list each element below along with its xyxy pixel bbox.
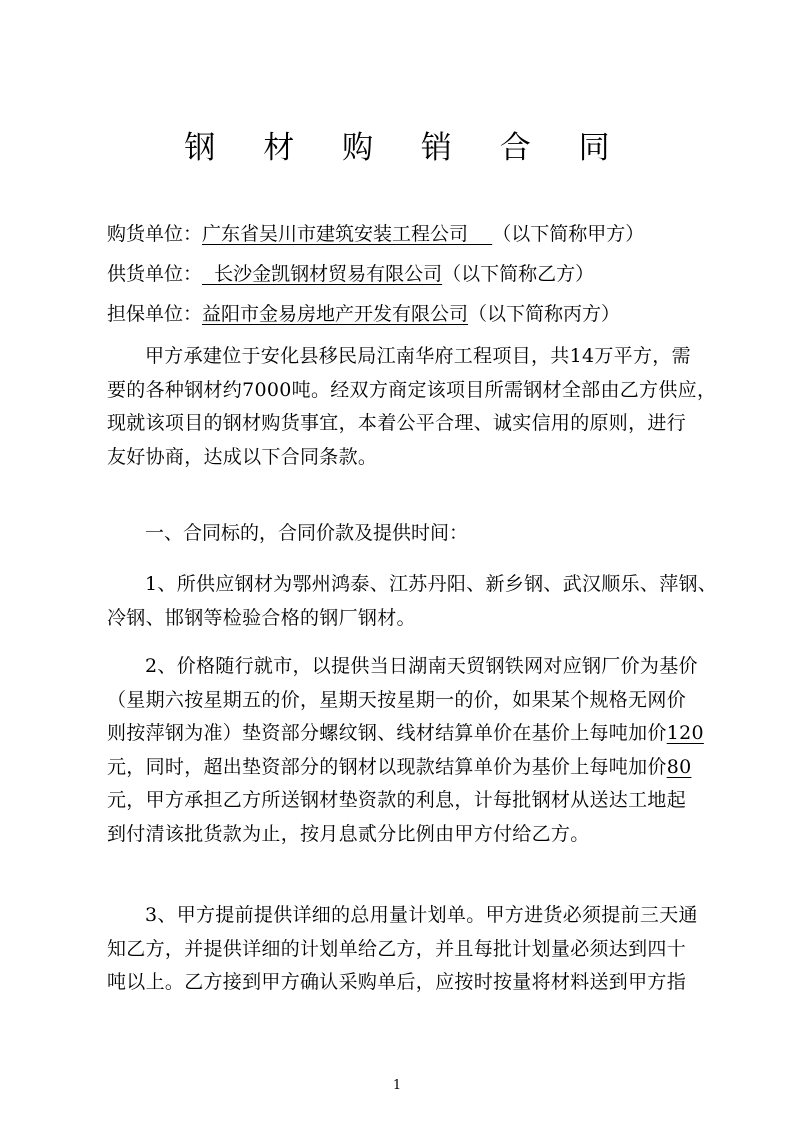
guarantor-label: 担保单位： — [107, 303, 203, 325]
clause-line: 元，同时，超出垫资部分的钢材以现款结算单价为基价上每吨加价80 — [107, 755, 692, 778]
surcharge-value: 120 — [666, 722, 704, 745]
supplier-label: 供货单位： — [107, 263, 203, 285]
clause-3 — [107, 899, 698, 1000]
clause-line: 3、甲方提前提供详细的总用量计划单。甲方进货必须提前三天通 — [145, 904, 698, 926]
surcharge-value: 80 — [666, 755, 692, 778]
clause-line: 到付清该批货款为止，按月息贰分比例由甲方付给乙方。 — [107, 822, 590, 845]
intro-line: 要的各种钢材约7000吨。经双方商定该项目所需钢材全部由乙方供应， — [107, 378, 717, 401]
clause-line: 则按萍钢为准）垫资部分螺纹钢、线材结算单价在基价上每吨加价120 — [107, 722, 704, 745]
clause-line: （星期六按星期五的价，星期天按星期一的价，如果某个规格无网价 — [107, 688, 687, 711]
supplier-line — [107, 259, 594, 289]
intro-line: 甲方承建位于安化县移民局江南华府工程项目，共14万平方，需 — [145, 345, 691, 367]
contract-title: 钢 材 购 销 合 同 — [184, 130, 629, 166]
intro-line: 现就该项目的钢材购货事宜，本着公平合理、诚实信用的原则，进行 — [107, 412, 687, 435]
buyer-label: 购货单位： — [107, 223, 203, 245]
guarantor-name: 益阳市金易房地产开发有限公司 — [202, 303, 469, 325]
intro-paragraph — [107, 340, 717, 474]
buyer-name: 广东省吴川市建筑安装工程公司 — [202, 223, 469, 245]
page-number: 1 — [392, 1078, 402, 1093]
clause-line: 2、价格随行就市，以提供当日湖南天贸钢铁网对应钢厂价为基价 — [145, 655, 698, 677]
buyer-note: （以下简称甲方） — [492, 223, 645, 245]
supplier-name: 长沙金凯钢材贸易有限公司 — [202, 263, 443, 285]
clause-2 — [107, 650, 704, 852]
guarantor-line — [107, 299, 620, 329]
clause-line: 元，甲方承担乙方所送钢材垫资款的利息，计每批钢材从送达工地起 — [107, 789, 687, 812]
clause-line: 冷钢、邯钢等检验合格的钢厂钢材。 — [107, 606, 416, 629]
section-heading: 一、合同标的，合同价款及提供时间： — [145, 522, 469, 544]
clause-line: 知乙方，并提供详细的计划单给乙方，并且每批计划量必须达到四十 — [107, 937, 687, 960]
clause-line: 1、所供应钢材为鄂州鸿泰、江苏丹阳、新乡钢、武汉顺乐、萍钢、 — [145, 573, 718, 595]
clause-1 — [107, 568, 718, 635]
supplier-note: （以下简称乙方） — [442, 263, 595, 285]
clause-line: 吨以上。乙方接到甲方确认采购单后，应按时按量将材料送到甲方指 — [107, 971, 687, 994]
intro-line: 友好协商，达成以下合同条款。 — [107, 445, 378, 468]
buyer-line — [107, 219, 644, 249]
guarantor-note: （以下简称丙方） — [468, 303, 621, 325]
